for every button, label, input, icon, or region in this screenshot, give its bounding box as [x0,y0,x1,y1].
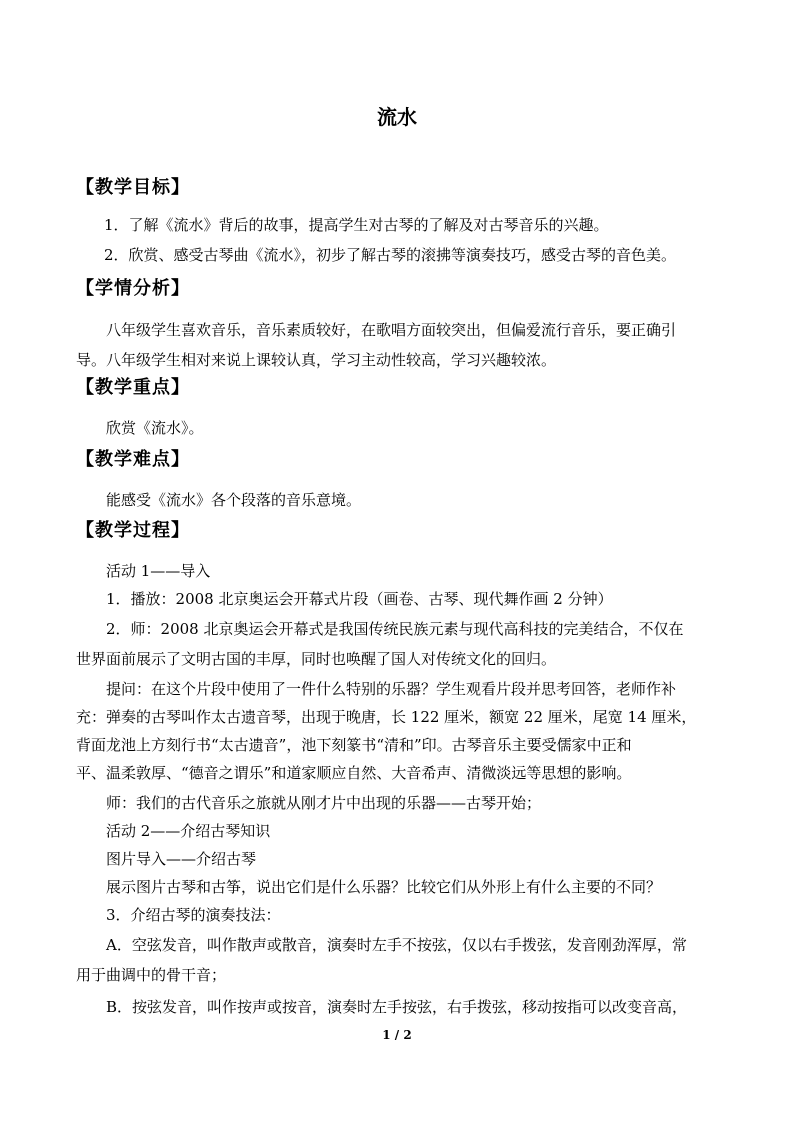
analysis-line: 八年级学生喜欢音乐，音乐素质较好，在歌唱方面较突出，但偏爱流行音乐，要正确引 [106,321,677,339]
document-title: 流水 [377,105,417,129]
question-line: 充：弹奏的古琴叫作太古遗音琴，出现于晚唐，长 122 厘米，额宽 22 厘米，尾宽 14 厘米， [76,708,697,726]
heading-difficulty: 【教学难点】 [76,449,190,470]
analysis-paragraph [76,316,722,374]
step-1: 1．播放：2008 北京奥运会开幕式片段（画卷、古琴、现代舞作画 2 分钟） [106,590,613,608]
question-line: 提问：在这个片段中使用了一件什么特别的乐器？学生观看片段并思考回答，老师作补 [106,680,677,698]
technique-b-line: B．按弦发音，叫作按声或按音，演奏时左手按弦，右手拨弦，移动按指可以改变音高， [106,998,688,1016]
heading-keypoint: 【教学重点】 [76,377,190,398]
picture-intro: 图片导入——介绍古琴 [106,850,257,868]
objective-item: 2．欣赏、感受古琴曲《流水》，初步了解古琴的滚拂等演奏技巧，感受古琴的音色美。 [104,246,677,264]
activity-2-title: 活动 2——介绍古琴知识 [106,822,271,840]
heading-analysis: 【学情分析】 [76,278,190,299]
question-line: 背面龙池上方刻行书“太古遗音”，池下刻篆书“清和”印。古琴音乐主要受儒家中正和 [76,736,632,754]
heading-objectives: 【教学目标】 [76,177,190,198]
teacher-line: 师：我们的古代音乐之旅就从刚才片中出现的乐器——古琴开始； [106,794,542,812]
objective-item: 1．了解《流水》背后的故事，提高学生对古琴的了解及对古琴音乐的兴趣。 [104,216,609,234]
step-3: 3．介绍古琴的演奏技法： [106,906,281,924]
difficulty-text: 能感受《流水》各个段落的音乐意境。 [106,491,362,509]
objectives-list [92,211,722,269]
technique-a-line: A．空弦发音，叫作散声或散音，演奏时左手不按弦，仅以右手拨弦，发音刚劲浑厚，常 [106,936,687,954]
analysis-line: 导。八年级学生相对来说上课较认真，学习主动性较高，学习兴趣较浓。 [76,351,557,369]
keypoint-text: 欣赏《流水》。 [106,419,204,437]
question-line: 平、温柔敦厚、“德音之谓乐”和道家顺应自然、大音希声、清微淡远等思想的影响。 [76,764,632,782]
technique-a-line: 用于曲调中的骨干音； [76,966,227,984]
page-number: 1 / 2 [382,1028,412,1042]
show-pictures: 展示图片古琴和古筝，说出它们是什么乐器？比较它们从外形上有什么主要的不同？ [106,878,662,896]
process-body [76,557,722,1021]
heading-process: 【教学过程】 [76,520,190,541]
step-2-line: 2．师：2008 北京奥运会开幕式是我国传统民族元素与现代高科技的完美结合，不仅在 [106,620,684,638]
step-2-line: 世界面前展示了文明古国的丰厚，同时也唤醒了国人对传统文化的回归。 [76,650,557,668]
activity-1-title: 活动 1——导入 [106,562,211,580]
